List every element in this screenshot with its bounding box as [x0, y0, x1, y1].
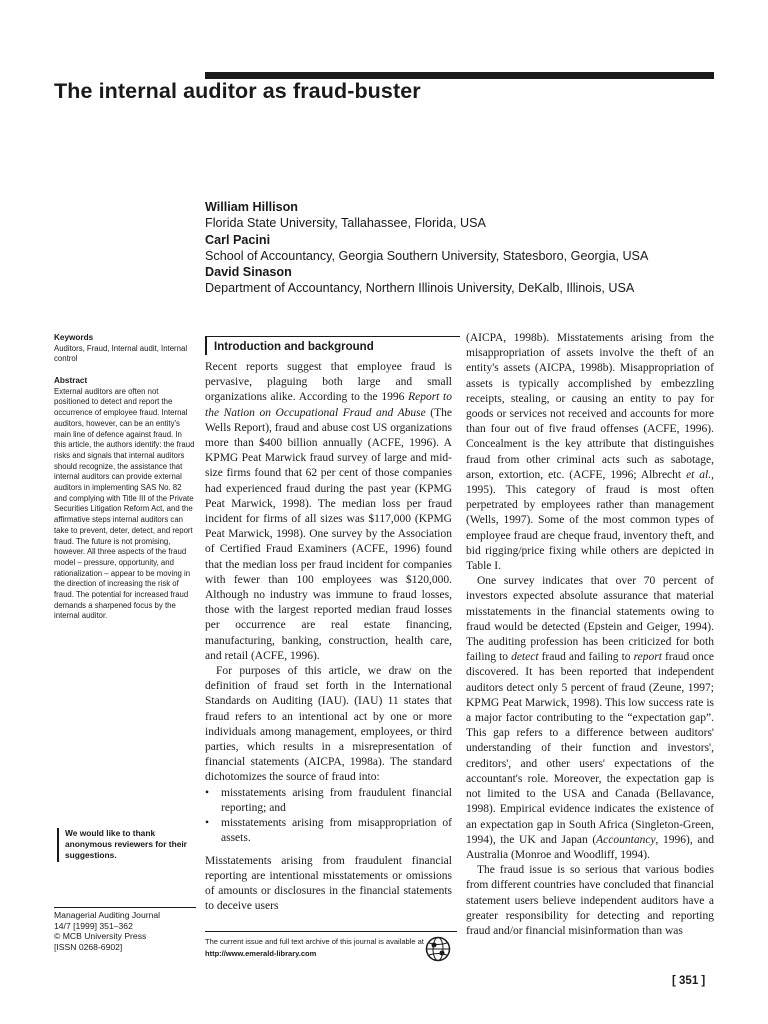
publisher-globe-icon — [425, 936, 451, 962]
archive-note-text: The current issue and full text archive of this journal is available at — [205, 937, 424, 946]
author-block — [205, 199, 725, 297]
journal-citation: 14/7 [1999] 351–362 — [54, 920, 133, 931]
text-run: Accountancy — [596, 833, 656, 846]
article-title: The internal auditor as fraud-buster — [54, 79, 421, 103]
abstract-text: External auditors are often not positioned to detect and report the occurrence of employee fraud. Internal auditors, however, can be an entity's main line of defence against fraud. In this article, the authors identify: the fraud risks and signals that internal auditors should recognize, the assistance that internal auditors can provide external auditors in implementing SAS No. 82 and complying with Title III of the Private Securities Litigation Reform Act, and the affirmative steps internal auditors can take to prevent, deter, detect, and report fraud. The future is not promising, however. All three aspects of the fraud model – pressure, opportunity, and rationalization – appear to be moving in the direction of increasing the risk of fraud. The potential for increased fraud demands a sharpened focus by the internal auditor. — [54, 386, 195, 621]
journal-info — [54, 907, 196, 952]
body-column-2 — [466, 331, 714, 939]
journal-issn: [ISSN 0268-6902] — [54, 941, 123, 952]
abstract-block — [54, 376, 196, 622]
text-run: , 1995). This category of fraud is most often perpetrated by employees rather than management (Wells, 1997). Some of the most common types of employee fraud are cheque fraud, inventory theft, and bid rigging/price fixing while others are depicted in Table I. — [466, 468, 715, 573]
keywords-heading: Keywords — [54, 333, 94, 342]
paragraph: For purposes of this article, we draw on the definition of fraud set forth in the International Standards on Auditing (IAU). (IAU) 11 states that fraud refers to an intentional act by one or more individuals among management, employees, or third parties, which results in a misrepresentation of financial statements (AICPA, 1998a). The standard dichotomizes the source of fraud into: — [205, 665, 452, 784]
text-run: et al. — [686, 468, 712, 481]
author-name: William Hillison — [205, 200, 298, 214]
keywords-block — [54, 333, 196, 365]
author-affiliation: School of Accountancy, Georgia Southern University, Statesboro, Georgia, USA — [205, 248, 649, 263]
text-run: One survey indicates that over 70 percent of investors expected absolute assurance that material misstatements in the financial statements owing to fraud would be detected (Epstein and Geiger, 1994). The auditing profession has been criticized for both failing to — [466, 575, 714, 664]
paragraph: The fraud issue is so serious that various bodies from different countries have concluded that financial statement users believe independent auditors have a greater responsibility for detecting and reporting fraud and/or financial misinformation than was — [466, 864, 714, 937]
list-item: • misstatements arising from fraudulent financial reporting; and — [205, 786, 452, 816]
text-run: detect — [511, 651, 539, 664]
author-name: Carl Pacini — [205, 232, 271, 247]
journal-publisher: © MCB University Press — [54, 931, 147, 942]
paragraph: Misstatements arising from fraudulent financial reporting are intentional misstatements or omissions of amounts or disclosures in the financial statements to deceive users — [205, 854, 452, 913]
title-rule — [205, 72, 714, 79]
body-column-1 — [205, 360, 452, 914]
journal-name: Managerial Auditing Journal — [54, 910, 161, 920]
text-run: , 1996), and Australia (Monroe and Woodliff, 1994). — [466, 833, 714, 861]
report-title: Report to the Nation on Occupational Fraud and Abuse — [205, 391, 453, 419]
author-affiliation: Florida State University, Tallahassee, Florida, USA — [205, 216, 486, 231]
bullet-list — [205, 786, 452, 847]
text-run: report — [633, 651, 662, 664]
text-run: Recent reports suggest that employee fraud is pervasive, plaguing both large and small organizations alike. According to the 1996 — [205, 361, 452, 404]
text-run: (AICPA, 1998b). Misstatements arising from the misappropriation of assets involve the theft of an entity's assets (AICPA, 1998b). Misappropriation of assets is typically accomplished by embezzling receipts, stealing, or causing an entity to pay for goods or services not received and accounts for more than four out of five fraud offenses (ACFE, 1996). Concealment is the key attribute that distinguishes fraud from other criminal acts such as sabotage, arson, extortion, etc. (ACFE, 1996; Albrecht — [466, 332, 714, 481]
acknowledgement-note: We would like to thank anonymous reviewers for their suggestions. — [57, 828, 197, 862]
keywords-text: Auditors, Fraud, Internal audit, Internal control — [54, 343, 188, 364]
archive-note — [205, 931, 457, 960]
author-name: David Sinason — [205, 265, 292, 280]
paragraph — [466, 331, 714, 574]
list-item: • misstatements arising from misappropriation of assets. — [205, 816, 452, 846]
text-run: fraud once discovered. It has been reported that independent auditors detect only 5 percent of fraud (Zeune, 1997; KPMG Peat Marwick, 1998). This low success rate is a major factor contributing to the “expectation gap”. This gap refers to a difference between auditors' understanding of their function and investors', creditors', and other users' expectations of the accountant's role. Moreover, the expectation gap is not limited to the USA and Canada (Bellavance, 1998). Empirical evidence indicates the existence of an expectation gap in South Africa (Singleton-Green, 1994), the UK and Japan ( — [466, 651, 714, 846]
text-run: (The Wells Report), fraud and abuse cost US organizations more than $400 billion annually (ACFE, 1996). A KPMG Peat Marwick fraud survey of large and mid-size firms found that 62 per cent of those companies had experienced fraud during the past year (KPMG Peat Marwick, 1998). The median loss per fraud incident for firms of all sizes was $117,000 (KPMG Peat Marwick, 1998). One survey by the Association of Certified Fraud Examiners (ACFE, 1996) found that the median loss per fraud incident for companies with fewer than 100 employees was $120,000. Although no industry was immune to fraud losses, those with the largest reported median fraud losses per occurrence are real estate financing, manufacturing, banking, construction, health care, and retail (ACFE, 1996). — [205, 406, 452, 662]
page-number: [ 351 ] — [672, 975, 706, 987]
abstract-heading: Abstract — [54, 376, 88, 385]
text-run: fraud and failing to — [541, 651, 631, 664]
paragraph — [466, 574, 714, 863]
section-heading: Introduction and background — [205, 336, 460, 355]
archive-url-link[interactable]: http://www.emerald-library.com — [205, 949, 317, 958]
author-affiliation: Department of Accountancy, Northern Illinois University, DeKalb, Illinois, USA — [205, 281, 635, 296]
paragraph — [205, 360, 452, 664]
